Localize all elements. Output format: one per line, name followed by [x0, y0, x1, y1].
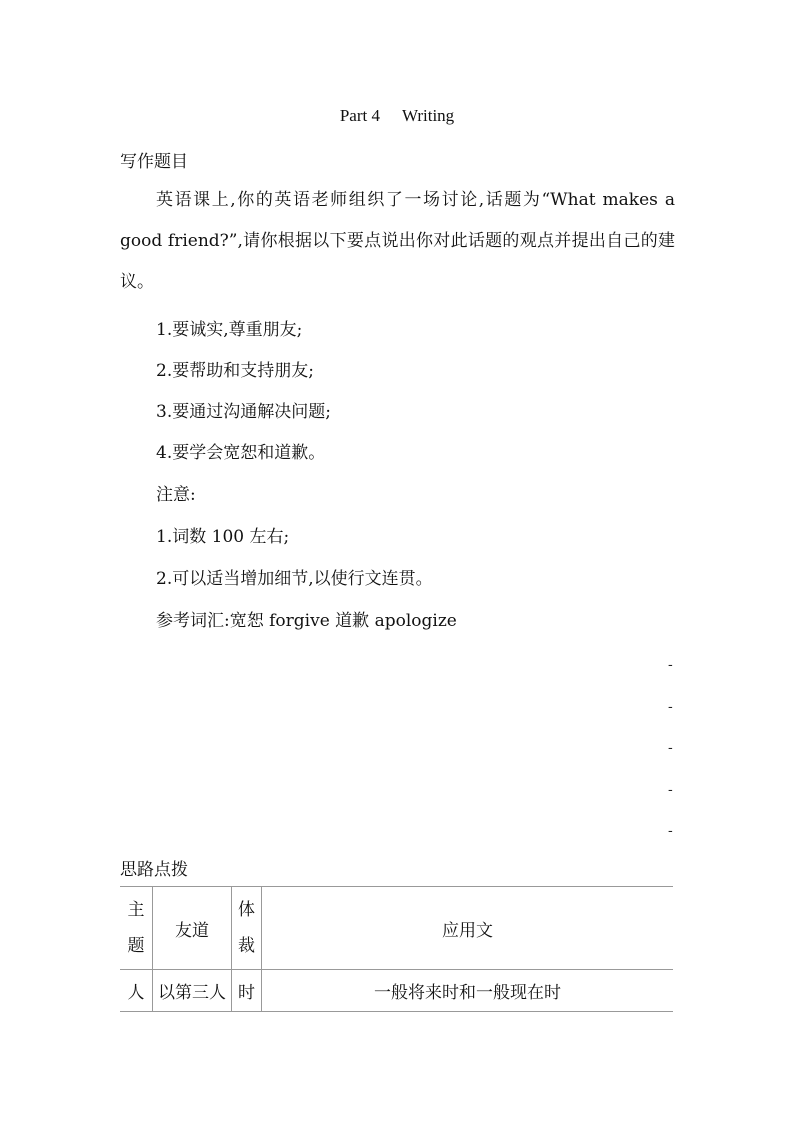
note-2: 2.可以适当增加细节,以使行文连贯。 — [156, 569, 433, 589]
note-1: 1.词数 100 左右; — [156, 527, 290, 547]
page-title — [0, 106, 794, 126]
cell-person-label: 人 — [120, 970, 153, 1012]
outline-table — [120, 886, 673, 1012]
reference-vocabulary: 参考词汇:宽恕 forgive 道歉 apologize — [156, 611, 457, 631]
answer-line-mark: - — [668, 740, 673, 756]
cell-topic-value: 友道 — [153, 887, 232, 970]
task-heading: 写作题目 — [120, 152, 188, 172]
point-2: 2.要帮助和支持朋友; — [156, 361, 314, 381]
cell-genre-label: 体裁 — [232, 887, 262, 970]
answer-line-mark: - — [668, 699, 673, 715]
notes-label: 注意: — [156, 485, 196, 505]
cell-topic-label: 主题 — [120, 887, 153, 970]
writing-prompt: 英语课上,你的英语老师组织了一场讨论,话题为“What makes a good friend?”,请你根据以下要点说出你对此话题的观点并提出自己的建议。 — [120, 190, 675, 292]
cell-tense-label: 时 — [232, 970, 262, 1012]
cell-person-value: 以第三人 — [153, 970, 232, 1012]
cell-tense-value: 一般将来时和一般现在时 — [262, 970, 674, 1012]
guide-heading: 思路点拨 — [120, 860, 188, 880]
table-row — [120, 887, 673, 970]
answer-line-mark: - — [668, 823, 673, 839]
point-4: 4.要学会宽恕和道歉。 — [156, 443, 326, 463]
part-number: Part 4 — [339, 106, 380, 125]
answer-line-mark: - — [668, 657, 673, 673]
answer-line-mark: - — [668, 782, 673, 798]
part-name: Writing — [401, 106, 455, 125]
cell-genre-value: 应用文 — [262, 887, 674, 970]
point-3: 3.要通过沟通解决问题; — [156, 402, 331, 422]
table-row — [120, 970, 673, 1012]
point-1: 1.要诚实,尊重朋友; — [156, 320, 303, 340]
